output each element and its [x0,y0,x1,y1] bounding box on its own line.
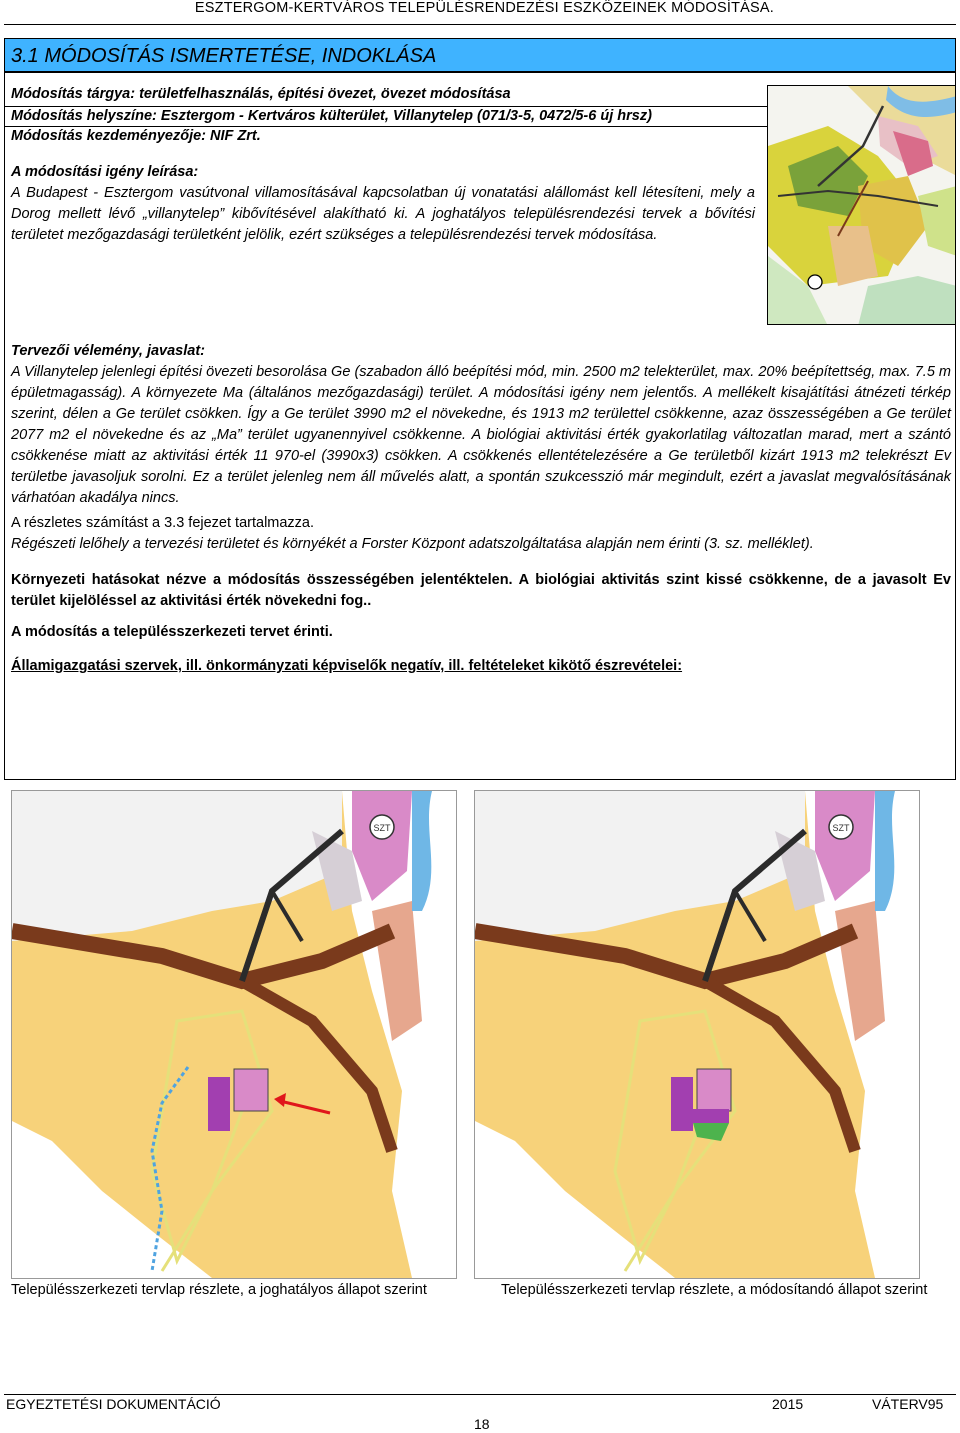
section-title-bar [4,38,956,72]
environmental-impact: Környezeti hatásokat nézve a módosítás összességében jelentéktelen. A biológiai aktivitás szint kissé csökkenne, de a javasolt Ev terület kijelöléssel az aktivitási érték növekedni fog.. [11,572,951,609]
request-text: A Budapest - Esztergom vasútvonal villamosításával kapcsolatban új vonatatási alállomást kell létesíteni, mely a Dorog mellett lévő „villanytelep” kibővítésével alakítható ki. A joghatályos településrendezési tervek a bővítési területet mezőgazdasági területként jelölik, ezért szükséges a településrendezési tervek módosítása. [11,185,755,243]
map-modified-drawing [475,791,919,1278]
footer-year: 2015 [772,1396,804,1412]
left-map-caption: Településszerkezeti tervlap részlete, a joghatályos állapot szerint [11,1282,427,1298]
request-heading: A módosítási igény leírása: [11,164,199,180]
modification-initiator: Módosítás kezdeményezője: NIF Zrt. [11,128,261,144]
modification-location: Módosítás helyszíne: Esztergom - Kertváros külterület, Villanytelep (071/3-5, 0472/5-6 új hrsz) [11,108,652,124]
opinion-text: A Villanytelep jelenlegi építési övezeti besorolása Ge (szabadon álló beépítési mód, min. 2500 m2 telekterület, max. 20% beépítettség, max. 7.5 m épületmagasság). A környezete Ma (általános mezőgazdasági) terület. A módosítási igény nem jelentős. A mellékelt kisajátítási átnézeti térkép szerint, délen a Ge terület csökken. Így a Ge terület 3990 m2 el növekedne, és 1913 m2 területtel csökkenne, azaz összességében a Ge terület 2077 m2 el növekedne és az „Ma” terület ugyanennyivel csökkenne. A biológiai aktivitási érték gyakorlatilag változatlan marad, mert a szántó csökkenése miatt az aktivitási érték 11 970-el (3990x3) csökken. A csökkenés ellentételezésére a Ge területből kizárt 1913 m2 telekrészt Ev területbe javasoljuk sorolni. Ez a terület jelenleg nem áll művelés alatt, a spontán szukcesszió már megindult, ezért a javaslat megvalósításának várhatóan akadálya nincs. [11,364,951,506]
szt-label: SZT [832,823,850,833]
map-current-state [11,790,457,1279]
authorities-heading: Államigazgatási szervek, ill. önkormányzati képviselők negatív, ill. feltételeket kikötő észrevételei: [11,658,683,674]
map-modified-state [474,790,920,1279]
detail-reference: A részletes számítást a 3.3 fejezet tartalmazza. [11,515,315,531]
footer-doc-type: EGYEZTETÉSI DOKUMENTÁCIÓ [6,1396,221,1412]
map-current-drawing [12,791,456,1278]
header-rule [4,24,956,25]
running-header: ESZTERGOM-KERTVÁROS TELEPÜLÉSRENDEZÉSI ESZKÖZEINEK MÓDOSÍTÁSA. [194,0,774,16]
archaeology-note: Régészeti lelőhely a tervezési területet és környékét a Forster Központ adatszolgáltatása alapján nem érinti (3. sz. melléklet). [11,536,814,552]
szt-label: SZT [373,823,391,833]
footer-rule [4,1394,956,1395]
footer-company: VÁTERV95 [872,1396,944,1412]
location-map-drawing [768,86,956,325]
modification-subject: Módosítás tárgya: területfelhasználás, építési övezet, övezet módosítása [11,86,511,102]
opinion-heading: Tervezői vélemény, javaslat: [11,343,205,359]
structure-plan-note: A módosítás a településszerkezeti tervet érinti. [11,624,333,640]
right-map-caption: Településszerkezeti tervlap részlete, a módosítandó állapot szerint [501,1282,928,1298]
section-title: 3.1 MÓDOSÍTÁS ISMERTETÉSE, INDOKLÁSA [11,45,437,67]
page-number: 18 [474,1416,490,1432]
location-overview-map [767,85,956,325]
